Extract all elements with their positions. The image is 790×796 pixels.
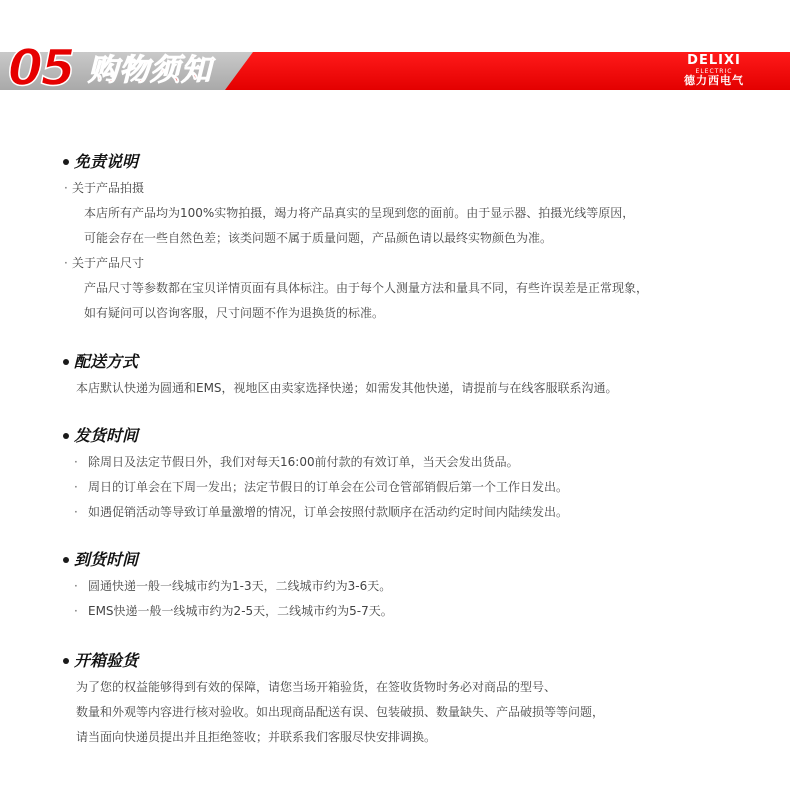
section-title: 免责说明 (74, 152, 139, 171)
section-title: 配送方式 (74, 352, 139, 371)
section-disclaimer (60, 152, 760, 326)
section-heading (60, 152, 760, 176)
paragraph-line: 为了您的权益能够得到有效的保障，请您当场开箱验货，在签收货物时务必对商品的型号、 (76, 680, 557, 694)
section-heading (60, 426, 760, 450)
list-item: · 如遇促销活动等导致订单量激增的情况，订单会按照付款顺序在活动约定时间内陆续发出。 (60, 500, 760, 525)
bullet-dot (63, 359, 69, 365)
section-delivery-method (60, 352, 760, 401)
bullet-dot (63, 159, 69, 165)
paragraph-line: 数量和外观等内容进行核对验收。如出现商品配送有误、包装破损、数量缺失、产品破损等等问题， (76, 705, 605, 719)
section-heading (60, 651, 760, 675)
subheading-size: · 关于产品尺寸 (60, 251, 760, 276)
subheading-photo: · 关于产品拍摄 (60, 176, 760, 201)
list-item: · EMS快递一般一线城市约为2-5天，二线城市约为5-7天。 (60, 599, 760, 624)
logo-brand-text: DELIXI (687, 53, 741, 68)
section-heading (60, 352, 760, 376)
list-item: · 圆通快递一般一线城市约为1-3天，二线城市约为3-6天。 (60, 574, 760, 599)
section-number: 05 (8, 39, 74, 97)
logo-sub-text: ELECTRIC (695, 68, 733, 75)
section-arrival-time (60, 550, 760, 624)
paragraph-line: 产品尺寸等参数都在宝贝详情页面有具体标注。由于每个人测量方法和量具不同，有些许误差是正常现象， (84, 281, 649, 295)
section-heading (60, 550, 760, 574)
bullet-dot (63, 557, 69, 563)
section-shipping-time (60, 426, 760, 525)
bullet-dot (63, 433, 69, 439)
paragraph-line: 请当面向快递员提出并且拒绝签收；并联系我们客服尽快安排调换。 (76, 730, 437, 744)
section-banner (0, 38, 790, 102)
paragraph-line: 可能会存在一些自然色差；该类问题不属于质量问题，产品颜色请以最终实物颜色为准。 (84, 231, 553, 245)
logo-cn-text: 德力西电气 (684, 74, 744, 87)
paragraph-line: 本店默认快递为圆通和EMS，视地区由卖家选择快递；如需发其他快递，请提前与在线客服联系沟通。 (76, 381, 618, 395)
section-title: 发货时间 (74, 426, 139, 445)
page-title: 购物须知 (88, 53, 212, 88)
section-unboxing-check (60, 651, 760, 750)
paragraph-line: 本店所有产品均为100%实物拍摄，竭力将产品真实的呈现到您的面前。由于显示器、拍摄光线等原因， (84, 206, 635, 220)
list-item: · 除周日及法定节假日外，我们对每天16:00前付款的有效订单，当天会发出货品。 (60, 450, 760, 475)
list-item: · 周日的订单会在下周一发出；法定节假日的订单会在公司仓管部销假后第一个工作日发出。 (60, 475, 760, 500)
section-title: 到货时间 (74, 550, 139, 569)
brand-logo (664, 54, 764, 88)
section-title: 开箱验货 (74, 651, 139, 670)
bullet-dot (63, 658, 69, 664)
paragraph-line: 如有疑问可以咨询客服，尺寸问题不作为退换货的标准。 (84, 306, 385, 320)
